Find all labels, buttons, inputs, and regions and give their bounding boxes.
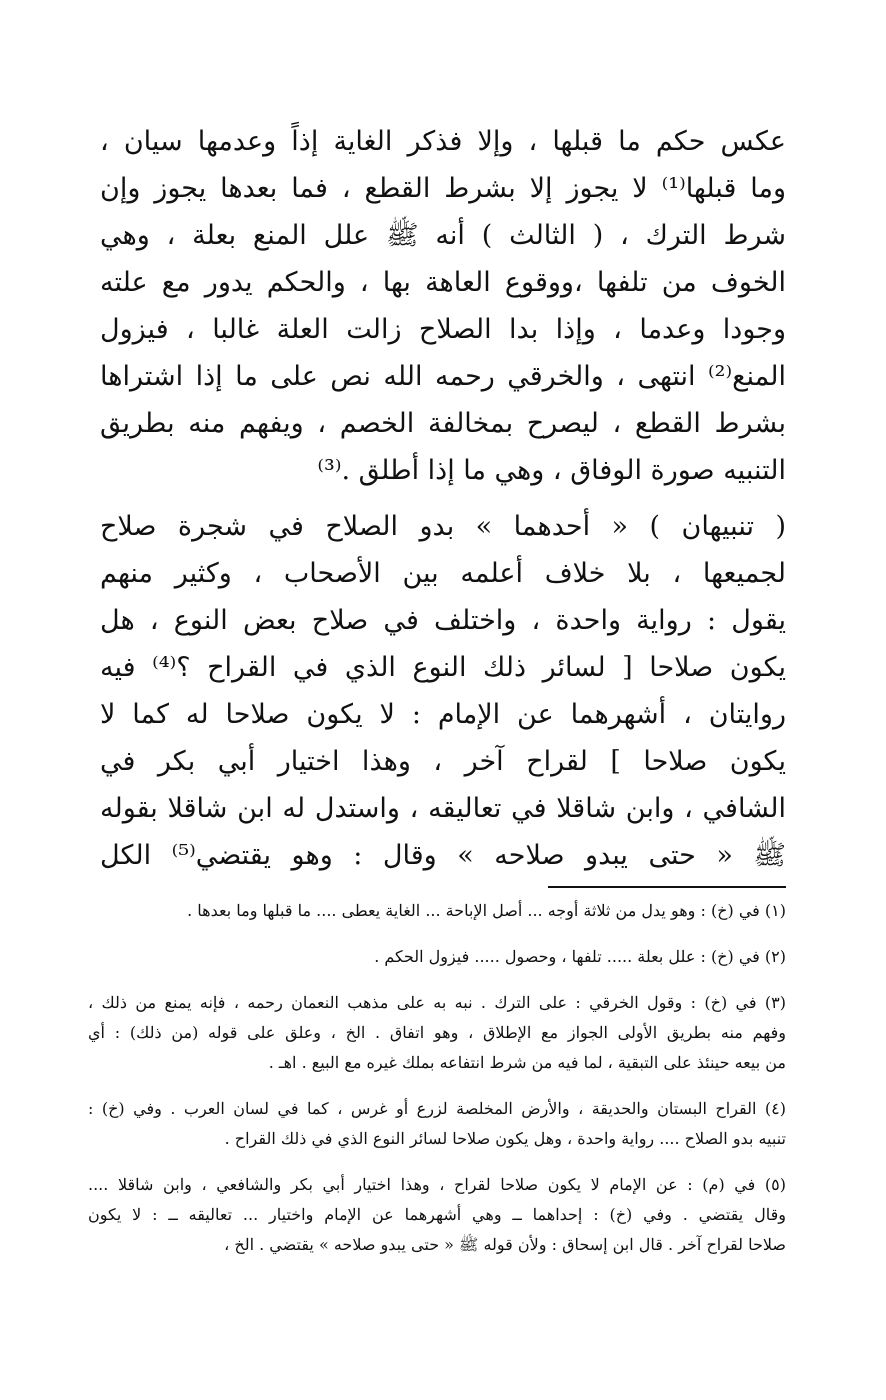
text-line: بشرط القطع ، ليصرح بمخالفة الخصم ، ويفهم منه بطريق (100, 408, 786, 439)
footnote-line: من بيعه حينئذ على التبقية ، لما فيه من شرط انتفاعه بملك غيره مع البيع . اهـ . (268, 1053, 786, 1072)
footnote-line: صلاحا لقراح آخر . قال ابن إسحاق : ولأن قوله ﷺ « حتى يبدو صلاحه » يقتضي . الخ ، (224, 1235, 786, 1254)
text-line: ﷺ « حتى يبدو صلاحه » وقال : وهو يقتضي⁽⁵⁾ الكل (100, 840, 786, 871)
text-line: يكون صلاحا ] لقراح آخر ، وهذا اختيار أبي بكر في (100, 746, 786, 777)
text-line: يكون صلاحا [ لسائر ذلك النوع الذي في القراح ؟⁽⁴⁾ فيه (100, 652, 786, 683)
footnote-5 (88, 1170, 786, 1260)
text-line: يقول : رواية واحدة ، واختلف في صلاح بعض النوع ، هل (100, 605, 786, 636)
text-line: التنبيه صورة الوفاق ، وهي ما إذا أطلق .⁽³⁾ (317, 455, 786, 486)
footnote-line: تنبيه بدو الصلاح .... رواية واحدة ، وهل يكون صلاحا لسائر النوع الذي في ذلك القراح . (224, 1129, 786, 1148)
footnote-4 (88, 1094, 786, 1154)
footnote-3 (88, 988, 786, 1078)
footnote-1 (88, 896, 786, 926)
footnote-line: (٢) في (خ) : علل بعلة ..... تلفها ، وحصول ..... فيزول الحكم . (374, 947, 786, 966)
text-line: شرط الترك ، ( الثالث ) أنه ﷺ علل المنع بعلة ، وهي (100, 220, 786, 251)
main-text-paragraph-1 (100, 118, 786, 494)
main-text-paragraph-2 (100, 503, 786, 879)
footnote-line: (٥) في (م) : عن الإمام لا يكون صلاحا لقراح ، وهذا اختيار أبي بكر والشافعي ، وابن شاقلا .... (88, 1175, 786, 1194)
text-line: روايتان ، أشهرهما عن الإمام : لا يكون صلاحا له كما لا (100, 699, 786, 730)
text-line: وجودا وعدما ، وإذا بدا الصلاح زالت العلة غالبا ، فيزول (100, 314, 786, 345)
footnotes (88, 896, 786, 1276)
footnote-line: وفهم منه بطريق الأولى الجواز مع الإطلاق ، وهو اتفاق . الخ ، وعلق على قوله (من ذلك) : أي (88, 1023, 786, 1042)
text-line: الخوف من تلفها ،ووقوع العاهة بها ، والحكم يدور مع علته (100, 267, 786, 298)
text-line: عكس حكم ما قبلها ، وإلا فذكر الغاية إذاً وعدمها سيان ، (100, 126, 786, 157)
text-line: وما قبلها⁽¹⁾ لا يجوز إلا بشرط القطع ، فما بعدها يجوز وإن (100, 173, 786, 204)
footnote-line: (٣) في (خ) : وقول الخرقي : على الترك . نبه به على مذهب النعمان رحمه ، فإنه يمنع من ذلك ، (88, 993, 786, 1012)
text-line: الشافي ، وابن شاقلا في تعاليقه ، واستدل له ابن شاقلا بقوله (100, 793, 786, 824)
footnote-separator (548, 886, 786, 888)
footnote-line: (٤) القراح البستان والحديقة ، والأرض المخلصة لزرع أو غرس ، كما في لسان العرب . وفي (خ) : (88, 1099, 786, 1118)
footnote-2 (88, 942, 786, 972)
footnote-line: (١) في (خ) : وهو يدل من ثلاثة أوجه ... أصل الإباحة ... الغاية يعطى .... ما قبلها وما بعدها . (187, 901, 786, 920)
footnote-line: وقال يقتضي . وفي (خ) : إحداهما ــ وهي أشهرهما عن الإمام واختيار ... تعاليقه ــ : لا يكون (88, 1205, 786, 1224)
text-line: المنع⁽²⁾ انتهى ، والخرقي رحمه الله نص على ما إذا اشتراها (100, 361, 786, 392)
text-line: لجميعها ، بلا خلاف أعلمه بين الأصحاب ، وكثير منهم (100, 558, 786, 589)
text-line: ( تنبيهان ) « أحدهما » بدو الصلاح في شجرة صلاح (100, 511, 786, 542)
